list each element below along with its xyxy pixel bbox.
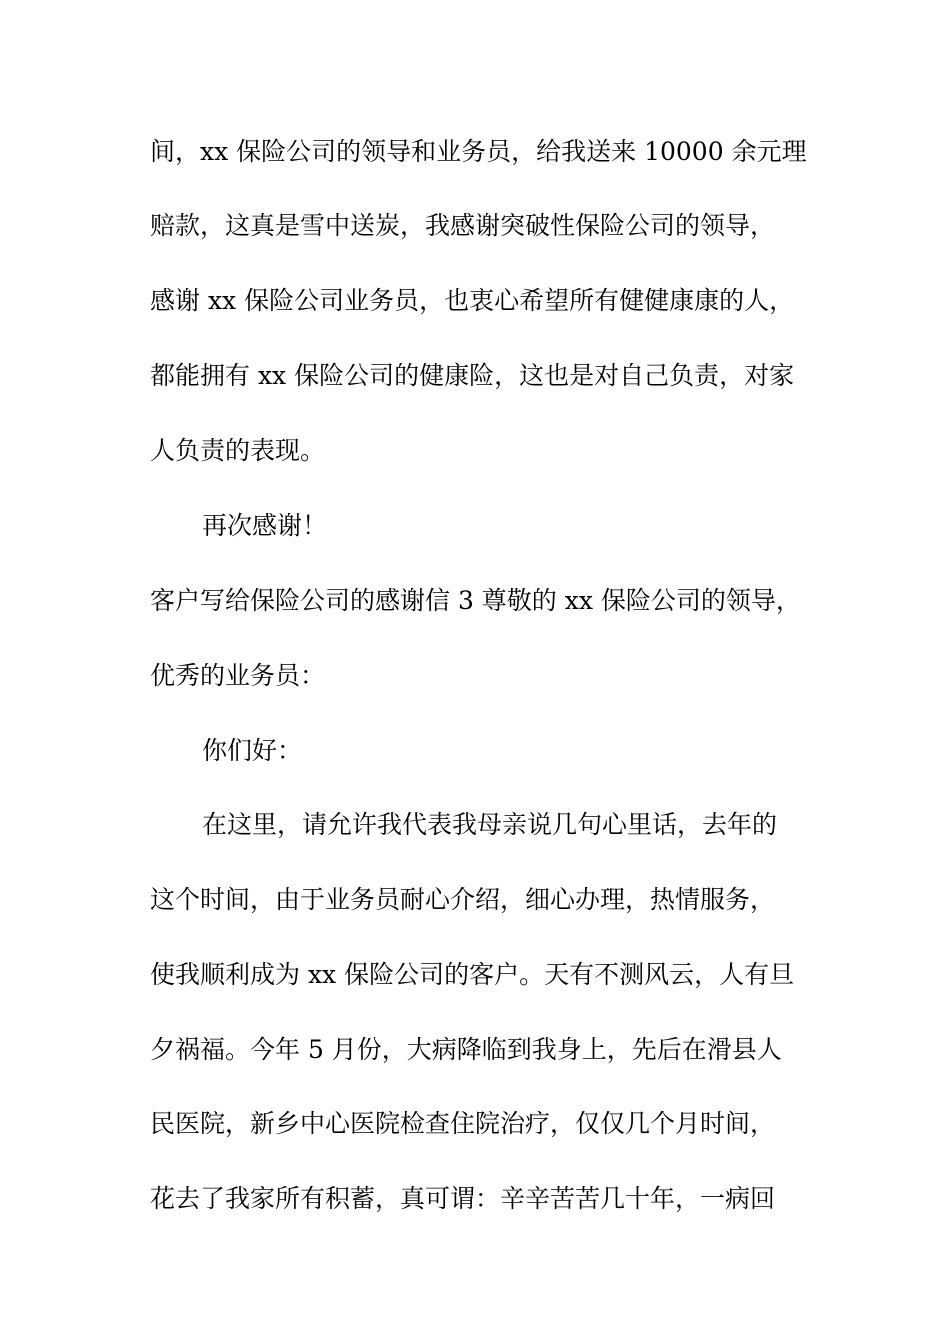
letter-salutation: 优秀的业务员： <box>150 661 326 690</box>
text-line: 都能拥有 xx 保险公司的健康险，这也是对自己负责，对家 <box>150 361 795 390</box>
closing-thanks: 再次感谢！ <box>202 511 328 540</box>
text-line: 民医院，新乡中心医院检查住院治疗，仅仅几个月时间， <box>150 1109 776 1138</box>
text-line: 人负责的表现。 <box>150 436 326 465</box>
text-line: 夕祸福。今年 5 月份，大病降临到我身上，先后在滑县人 <box>150 1035 782 1064</box>
text-line: 赔款，这真是雪中送炭，我感谢突破性保险公司的领导， <box>150 211 776 240</box>
letter-greeting: 你们好： <box>202 736 303 765</box>
letter-heading: 客户写给保险公司的感谢信 3 尊敬的 xx 保险公司的领导， <box>150 586 801 615</box>
text-line: 在这里，请允许我代表我母亲说几句心里话，去年的 <box>202 810 778 839</box>
text-line: 花去了我家所有积蓄，真可谓：辛辛苦苦几十年，一病回 <box>150 1184 776 1213</box>
text-line: 间，xx 保险公司的领导和业务员，给我送来 10000 余元理 <box>150 137 807 166</box>
text-line: 感谢 xx 保险公司业务员，也衷心希望所有健健康康的人， <box>150 286 795 315</box>
text-line: 这个时间，由于业务员耐心介绍，细心办理，热情服务， <box>150 885 776 914</box>
text-line: 使我顺利成为 xx 保险公司的客户。天有不测风云，人有旦 <box>150 960 795 989</box>
